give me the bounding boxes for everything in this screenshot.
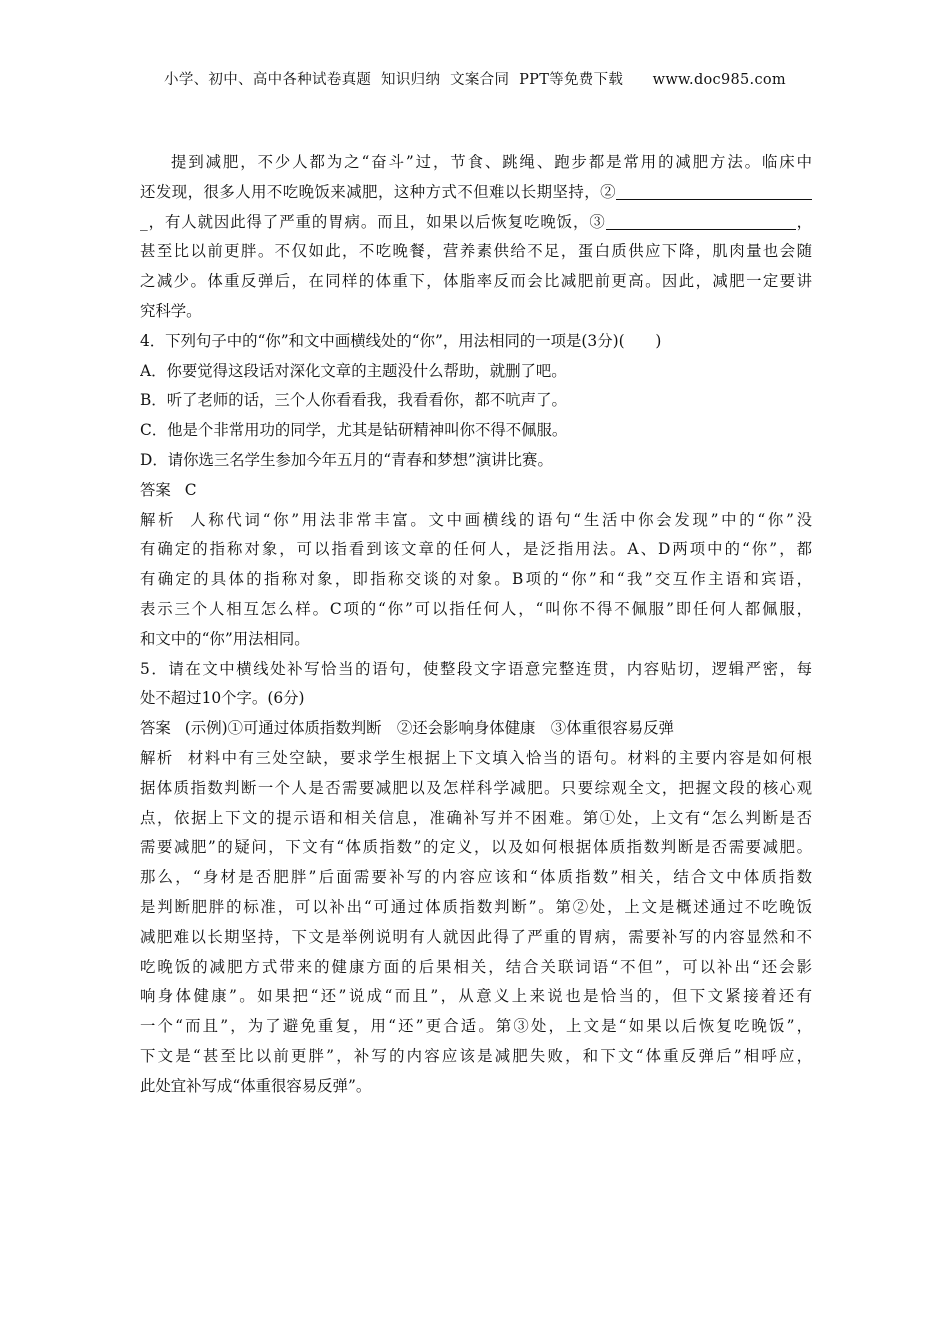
option-c: C．他是个非常用功的同学，尤其是钻研精神叫你不得不佩服。 [140,421,568,440]
analysis-line: 吃晚饭的减肥方式带来的健康方面的后果相关，结合关联词语“不但”，可以补出“还会影 [140,957,812,976]
passage-line: 究科学。 [140,301,202,320]
answer-label: 答案 [140,719,171,738]
analysis-line: 据体质指数判断一个人是否需要减肥以及怎样科学减肥。只要综观全文，把握文段的核心观 [140,778,812,797]
analysis-line: 有确定的指称对象，可以指看到该文章的任何人，是泛指用法。A、D两项中的“你”，都 [140,540,812,559]
option-d: D．请你选三名学生参加今年五月的“青春和梦想”演讲比赛。 [140,450,553,469]
analysis-line: 此处宜补写成“体重很容易反弹”。 [140,1076,372,1095]
question-stem: 4．下列句子中的“你”和文中画横线处的“你”，用法相同的一项是(3分)( ) [140,331,662,350]
answer-text: (示例)①可通过体质指数判断 ②还会影响身体健康 ③体重很容易反弹 [184,719,674,738]
passage-line: _，有人就因此得了严重的胃病。而且，如果以后恢复吃晚饭，③ ， [140,212,812,231]
page-header: 小学、初中、高中各种试卷真题 知识归纳 文案合同 PPT等免费下载 www.doc985.com [164,72,786,88]
question-5 [140,655,812,1102]
analysis-label: 解析 [140,510,177,529]
answer-text: C [184,480,197,499]
answer-line [140,476,812,506]
reading-passage [140,148,812,327]
analysis-line: 和文中的“你”用法相同。 [140,629,310,648]
analysis-line: 下文是“甚至比以前更胖”，补写的内容应该是减肥失败，和下文“体重反弹后”相呼应， [140,1046,812,1065]
analysis-line: 一个“而且”，为了避免重复，用“还”更合适。第③处，上文是“如果以后恢复吃晚饭”， [140,1017,812,1036]
answer-blank-2 [616,181,812,200]
passage-line: 提到减肥，不少人都为之“奋斗”过，节食、跳绳、跑步都是常用的减肥方法。临床中 [171,153,812,171]
passage-line: 还发现，很多人用不吃晚饭来减肥，这种方式不但难以长期坚持，② [140,178,812,208]
question-4 [140,327,812,655]
analysis-line: 点，依据上下文的提示语和相关信息，准确补写并不困难。第①处，上文有“怎么判断是否 [140,808,812,827]
analysis-line: 需要减肥”的疑问，下文有“体质指数”的定义，以及如何根据体质指数判断是否需要减肥。 [140,838,812,857]
analysis-line: 有确定的具体的指称对象，即指称交谈的对象。B项的“你”和“我”交互作主语和宾语， [140,570,812,589]
passage-line: 之减少。体重反弹后，在同样的体重下，体脂率反而会比减肥前更高。因此，减肥一定要讲 [140,272,812,291]
analysis-label: 解析 [140,748,174,767]
question-stem: 处不超过10个字。(6分) [140,689,305,708]
analysis-line: 解析 人称代词“你”用法非常丰富。文中画横线的语句“生活中你会发现”中的“你”没 [140,510,812,529]
document-body [140,148,812,1102]
analysis-line: 那么，“身材是否肥胖”后面需要补写的内容应该和“体质指数”相关，结合文中体质指数 [140,868,812,887]
analysis-line: 解析 材料中有三处空缺，要求学生根据上下文填入恰当的语句。材料的主要内容是如何根 [140,748,812,767]
option-a: A．你要觉得这段话对深化文章的主题没什么帮助，就删了吧。 [140,361,567,380]
option-b: B．听了老师的话，三个人你看看我，我看看你，都不吭声了。 [140,391,567,410]
analysis-line: 减肥难以长期坚持，下文是举例说明有人就因此得了严重的胃病，需要补写的内容显然和不 [140,927,812,946]
analysis-line: 表示三个人相互怎么样。C项的“你”可以指任何人，“叫你不得不佩服”即任何人都佩服， [140,599,812,618]
answer-blank-3 [606,211,796,230]
passage-line: 甚至比以前更胖。不仅如此，不吃晚餐，营养素供给不足，蛋白质供应下降，肌肉量也会随 [140,242,812,261]
answer-line [140,714,812,744]
answer-label: 答案 [140,480,171,499]
analysis-line: 是判断肥胖的标准，可以补出“可通过体质指数判断”。第②处，上文是概述通过不吃晚饭 [140,897,812,916]
question-stem: 5．请在文中横线处补写恰当的语句，使整段文字语意完整连贯，内容贴切，逻辑严密，每 [140,659,812,678]
analysis-line: 响身体健康”。如果把“还”说成“而且”，从意义上来说也是恰当的，但下文紧接着还有 [140,987,812,1006]
